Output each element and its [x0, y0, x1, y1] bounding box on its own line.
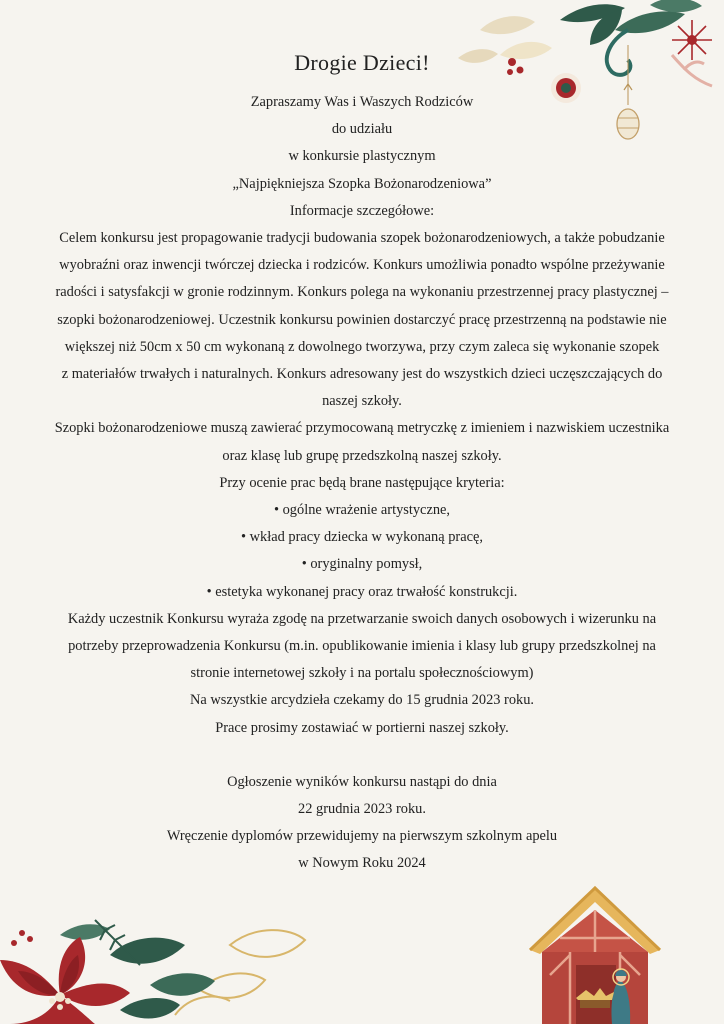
contest-name: „Najpiękniejsza Szopka Bożonarodzeniowa” — [232, 175, 492, 192]
body-line: z materiałów trwałych i naturalnych. Konkurs adresowany jest do wszystkich dzieci uczęszczających do — [61, 366, 663, 383]
body-line: w konkursie plastycznym — [288, 148, 436, 165]
criteria-item: • oryginalny pomysł, — [301, 556, 423, 573]
body-line: stronie internetowej szkoły i na portalu społecznościowym) — [190, 665, 534, 682]
criteria-item: • wkład pracy dziecka w wykonaną pracę, — [241, 529, 483, 546]
body-line: do udziału — [331, 121, 393, 138]
body-line: Każdy uczestnik Konkursu wyraża zgodę na przetwarzanie swoich danych osobowych i wizerunku na — [67, 610, 657, 627]
diploma-line: w Nowym Roku 2024 — [298, 855, 426, 872]
results-date: 22 grudnia 2023 roku. — [298, 801, 426, 818]
body-line: wyobraźni oraz inwencji twórczej dziecka i rodziców. Konkurs umożliwia ponadto wspólne przeżywanie — [59, 257, 665, 274]
body-line: Zapraszamy Was i Waszych Rodziców — [250, 94, 474, 110]
criteria-item: • estetyka wykonanej pracy oraz trwałość konstrukcji. — [206, 583, 518, 600]
criteria-item: • ogólne wrażenie artystyczne, — [273, 502, 451, 519]
body-line: Prace prosimy zostawiać w portierni naszej szkoły. — [215, 719, 509, 736]
body-line: radości i satysfakcji w gronie rodzinnym. Konkurs polega na wykonaniu przestrzennej pracy plastycznej – — [55, 284, 669, 301]
body-line: naszej szkoły. — [322, 393, 402, 410]
body-line: szopki bożonarodzeniowej. Uczestnik konkursu powinien dostarczyć pracę przestrzenną na podstawie nie — [57, 311, 667, 328]
body-line: Szopki bożonarodzeniowe muszą zawierać przymocowaną metryczkę z imieniem i nazwiskiem uczestnika — [54, 420, 670, 437]
body-line: większej niż 50cm x 50 cm wykonaną z dowolnego tworzywa, przy czym zaleca się wykonanie szopek — [64, 338, 660, 355]
deadline-line: Na wszystkie arcydzieła czekamy do 15 grudnia 2023 roku. — [189, 692, 535, 709]
details-heading: Informacje szczegółowe: — [289, 202, 435, 219]
diploma-line: Wręczenie dyplomów przewidujemy na pierwszym szkolnym apelu — [166, 828, 558, 845]
page-title: Drogie Dzieci! — [294, 50, 430, 75]
poinsettia-decoration-icon — [0, 915, 320, 1024]
nativity-stable-icon — [520, 880, 670, 1024]
body-line: oraz klasę lub grupę przedszkolną naszej szkoły. — [222, 447, 502, 464]
invitation-body — [6, 89, 718, 878]
body-line: potrzeby przeprowadzenia Konkursu (m.in. opublikowanie imienia i klasy lub grupy przedszkolnej na — [68, 638, 656, 655]
results-line: Ogłoszenie wyników konkursu nastąpi do dnia — [227, 773, 497, 790]
criteria-heading: Przy ocenie prac będą brane następujące kryteria: — [219, 474, 505, 491]
body-line: Celem konkursu jest propagowanie tradycji budowania szopek bożonarodzeniowych, a także pobudzanie — [59, 230, 665, 247]
